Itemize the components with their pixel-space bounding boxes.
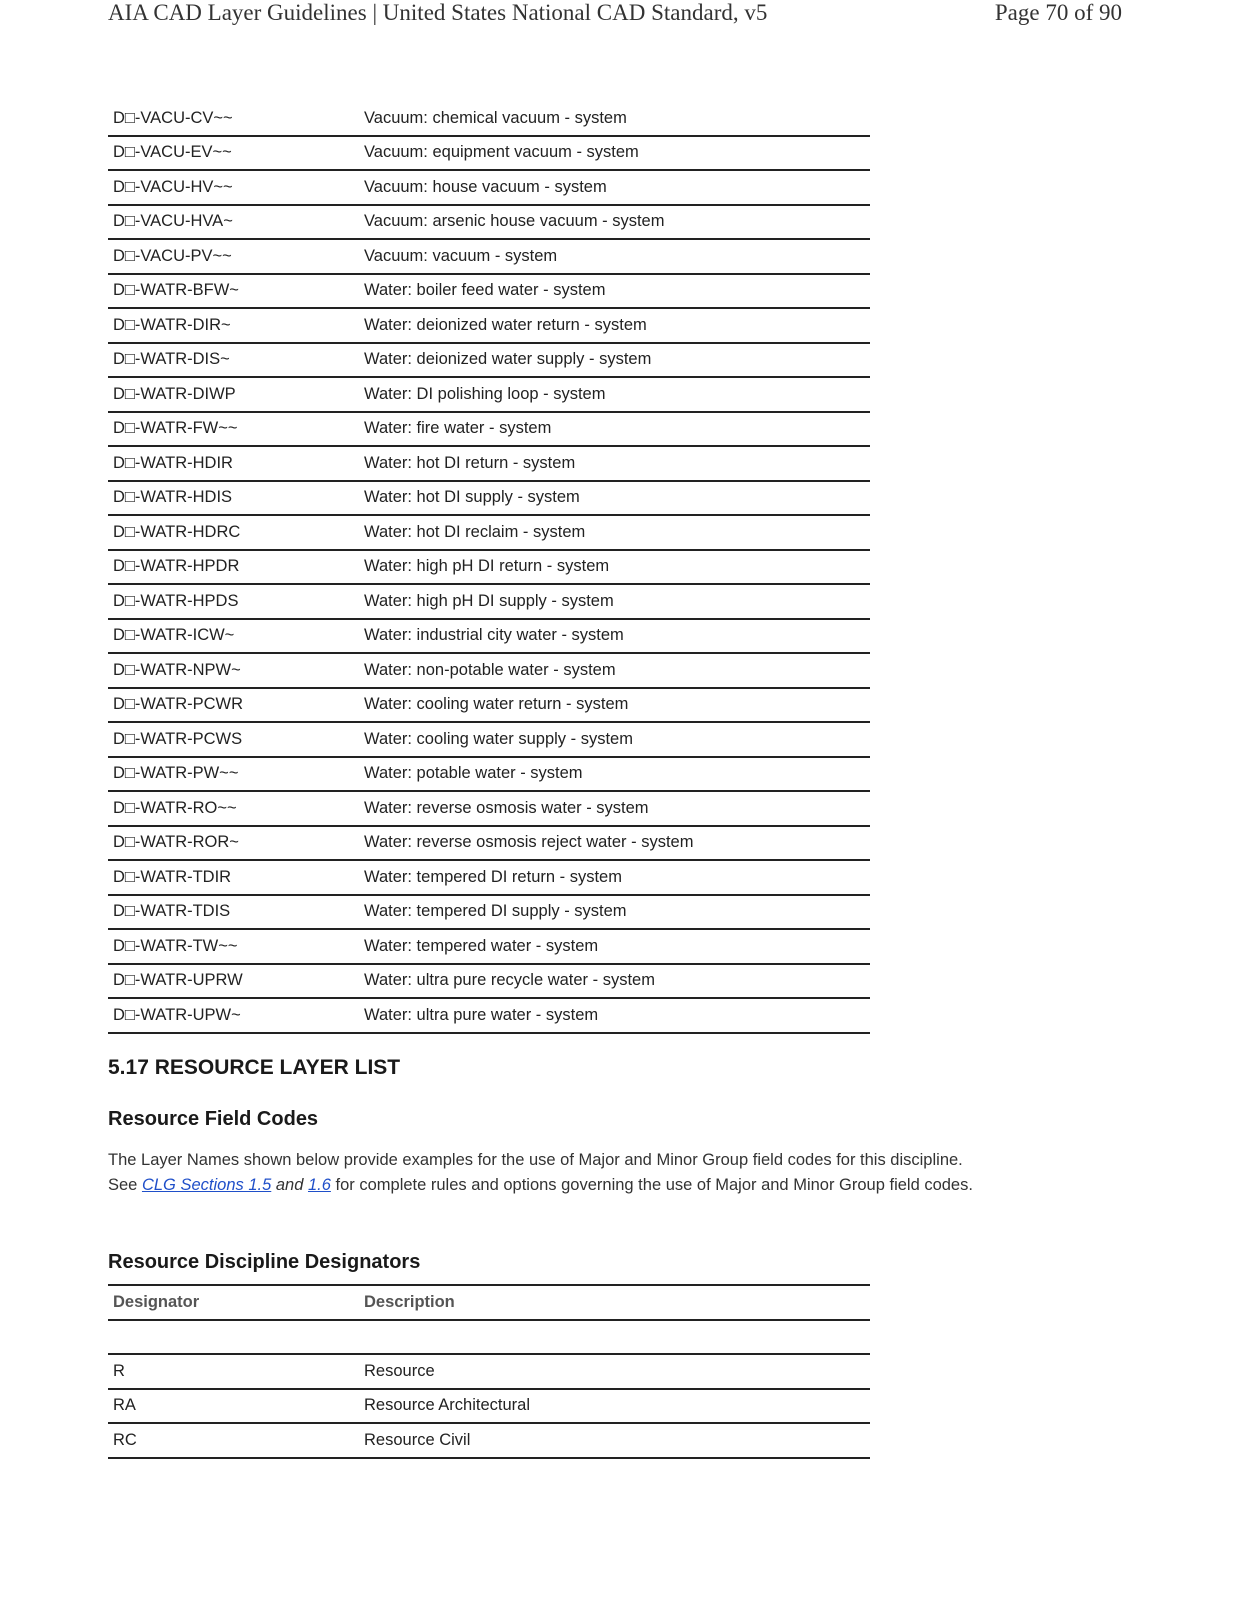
table-row xyxy=(108,550,870,585)
layer-code-cell: D□-VACU-PV~~ xyxy=(108,239,359,274)
table-row xyxy=(108,1423,870,1458)
layer-code-cell: D□-WATR-ICW~ xyxy=(108,619,359,654)
description-cell: Water: cooling water return - system xyxy=(359,688,870,723)
clg-sections-link[interactable]: CLG Sections 1.5 xyxy=(141,1175,272,1194)
description-cell: Water: hot DI return - system xyxy=(359,446,870,481)
table-row xyxy=(108,170,870,205)
layer-list-table xyxy=(108,102,870,1034)
description-cell: Vacuum: house vacuum - system xyxy=(359,170,870,205)
layer-code-cell: D□-VACU-EV~~ xyxy=(108,136,359,171)
layer-code-cell: D□-WATR-DIR~ xyxy=(108,308,359,343)
layer-code-cell: D□-WATR-HDIR xyxy=(108,446,359,481)
layer-code-cell: D□-WATR-ROR~ xyxy=(108,826,359,861)
document-title: AIA CAD Layer Guidelines | United States National CAD Standard, v5 xyxy=(108,0,768,25)
table-row xyxy=(108,791,870,826)
table-row xyxy=(108,860,870,895)
table-row xyxy=(108,722,870,757)
table-row xyxy=(108,515,870,550)
layer-code-cell: R xyxy=(108,1354,359,1389)
description-cell: Water: high pH DI return - system xyxy=(359,550,870,585)
description-cell: Water: ultra pure recycle water - system xyxy=(359,964,870,999)
designators-table xyxy=(108,1284,870,1459)
layer-code-cell: D□-WATR-PCWR xyxy=(108,688,359,723)
layer-code-cell: D□-WATR-RO~~ xyxy=(108,791,359,826)
description-cell: Water: ultra pure water - system xyxy=(359,998,870,1033)
layer-code-cell: D□-WATR-UPRW xyxy=(108,964,359,999)
table-row xyxy=(108,136,870,171)
table-row xyxy=(108,377,870,412)
layer-code-cell: D□-VACU-HVA~ xyxy=(108,205,359,240)
layer-code-cell: RA xyxy=(108,1389,359,1424)
layer-code-cell: D□-WATR-NPW~ xyxy=(108,653,359,688)
description-cell: Vacuum: vacuum - system xyxy=(359,239,870,274)
description-cell: Vacuum: chemical vacuum - system xyxy=(359,102,870,136)
table-row xyxy=(108,757,870,792)
paragraph-text: for complete rules and options governing the use of Major and Minor Group field codes. xyxy=(330,1175,973,1194)
description-cell: Water: fire water - system xyxy=(359,412,870,447)
table-header-row xyxy=(108,1285,870,1320)
paragraph-text: The Layer Names shown below provide examples for the use of Major and Minor Group field codes for this discipline. See xyxy=(108,1151,963,1194)
paragraph-text: and xyxy=(271,1175,308,1194)
description-cell: Water: hot DI supply - system xyxy=(359,481,870,516)
empty-row xyxy=(108,1320,870,1355)
table-row xyxy=(108,308,870,343)
layer-code-cell: D□-WATR-UPW~ xyxy=(108,998,359,1033)
description-cell: Water: high pH DI supply - system xyxy=(359,584,870,619)
layer-code-cell: D□-WATR-HDIS xyxy=(108,481,359,516)
description-cell: Vacuum: arsenic house vacuum - system xyxy=(359,205,870,240)
description-cell: Water: tempered water - system xyxy=(359,929,870,964)
layer-code-cell: D□-WATR-TW~~ xyxy=(108,929,359,964)
layer-code-cell: D□-WATR-FW~~ xyxy=(108,412,359,447)
table-row xyxy=(108,964,870,999)
section-title: 5.17 RESOURCE LAYER LIST xyxy=(108,1056,401,1079)
empty-cell xyxy=(359,1320,870,1355)
layer-code-cell: D□-WATR-HPDS xyxy=(108,584,359,619)
description-cell: Water: deionized water return - system xyxy=(359,308,870,343)
table-row xyxy=(108,929,870,964)
layer-code-cell: D□-VACU-CV~~ xyxy=(108,102,359,136)
layer-code-cell: D□-WATR-BFW~ xyxy=(108,274,359,309)
table-row xyxy=(108,446,870,481)
table-row xyxy=(108,826,870,861)
layer-code-cell: D□-WATR-DIS~ xyxy=(108,343,359,378)
designators-body xyxy=(108,1320,870,1458)
table-row xyxy=(108,619,870,654)
table-row xyxy=(108,205,870,240)
page-header xyxy=(108,0,1122,30)
table-row xyxy=(108,1354,870,1389)
layer-code-cell: D□-WATR-DIWP xyxy=(108,377,359,412)
description-cell: Water: non-potable water - system xyxy=(359,653,870,688)
column-header-description: Description xyxy=(359,1285,870,1320)
description-cell: Water: boiler feed water - system xyxy=(359,274,870,309)
table-row xyxy=(108,653,870,688)
table-row xyxy=(108,1389,870,1424)
table-row xyxy=(108,688,870,723)
layer-code-cell: D□-WATR-PCWS xyxy=(108,722,359,757)
description-cell: Water: tempered DI supply - system xyxy=(359,895,870,930)
table-row xyxy=(108,102,870,136)
layer-code-cell: D□-WATR-HPDR xyxy=(108,550,359,585)
description-cell: Water: cooling water supply - system xyxy=(359,722,870,757)
description-cell: Vacuum: equipment vacuum - system xyxy=(359,136,870,171)
description-cell: Resource Architectural xyxy=(359,1389,870,1424)
description-cell: Water: hot DI reclaim - system xyxy=(359,515,870,550)
table-row xyxy=(108,343,870,378)
section-1-6-link[interactable]: 1.6 xyxy=(307,1175,331,1194)
description-cell: Water: reverse osmosis reject water - system xyxy=(359,826,870,861)
page-number: Page 70 of 90 xyxy=(994,0,1122,25)
description-cell: Water: deionized water supply - system xyxy=(359,343,870,378)
layer-code-cell: D□-WATR-HDRC xyxy=(108,515,359,550)
description-cell: Resource xyxy=(359,1354,870,1389)
description-cell: Resource Civil xyxy=(359,1423,870,1458)
layer-code-cell: D□-VACU-HV~~ xyxy=(108,170,359,205)
description-cell: Water: DI polishing loop - system xyxy=(359,377,870,412)
column-header-designator: Designator xyxy=(108,1285,359,1320)
table-row xyxy=(108,274,870,309)
description-cell: Water: reverse osmosis water - system xyxy=(359,791,870,826)
table-row xyxy=(108,239,870,274)
table-row xyxy=(108,895,870,930)
description-cell: Water: potable water - system xyxy=(359,757,870,792)
layer-code-cell: D□-WATR-PW~~ xyxy=(108,757,359,792)
field-codes-heading: Resource Field Codes xyxy=(108,1108,319,1130)
layer-code-cell: D□-WATR-TDIS xyxy=(108,895,359,930)
table-row xyxy=(108,998,870,1033)
layer-code-cell: D□-WATR-TDIR xyxy=(108,860,359,895)
description-cell: Water: tempered DI return - system xyxy=(359,860,870,895)
table-row xyxy=(108,584,870,619)
description-cell: Water: industrial city water - system xyxy=(359,619,870,654)
designators-heading: Resource Discipline Designators xyxy=(108,1251,421,1273)
table-row xyxy=(108,481,870,516)
field-codes-paragraph xyxy=(108,1148,988,1197)
layer-code-cell: RC xyxy=(108,1423,359,1458)
table-row xyxy=(108,412,870,447)
empty-cell xyxy=(108,1320,359,1355)
layer-list-body xyxy=(108,102,870,1033)
